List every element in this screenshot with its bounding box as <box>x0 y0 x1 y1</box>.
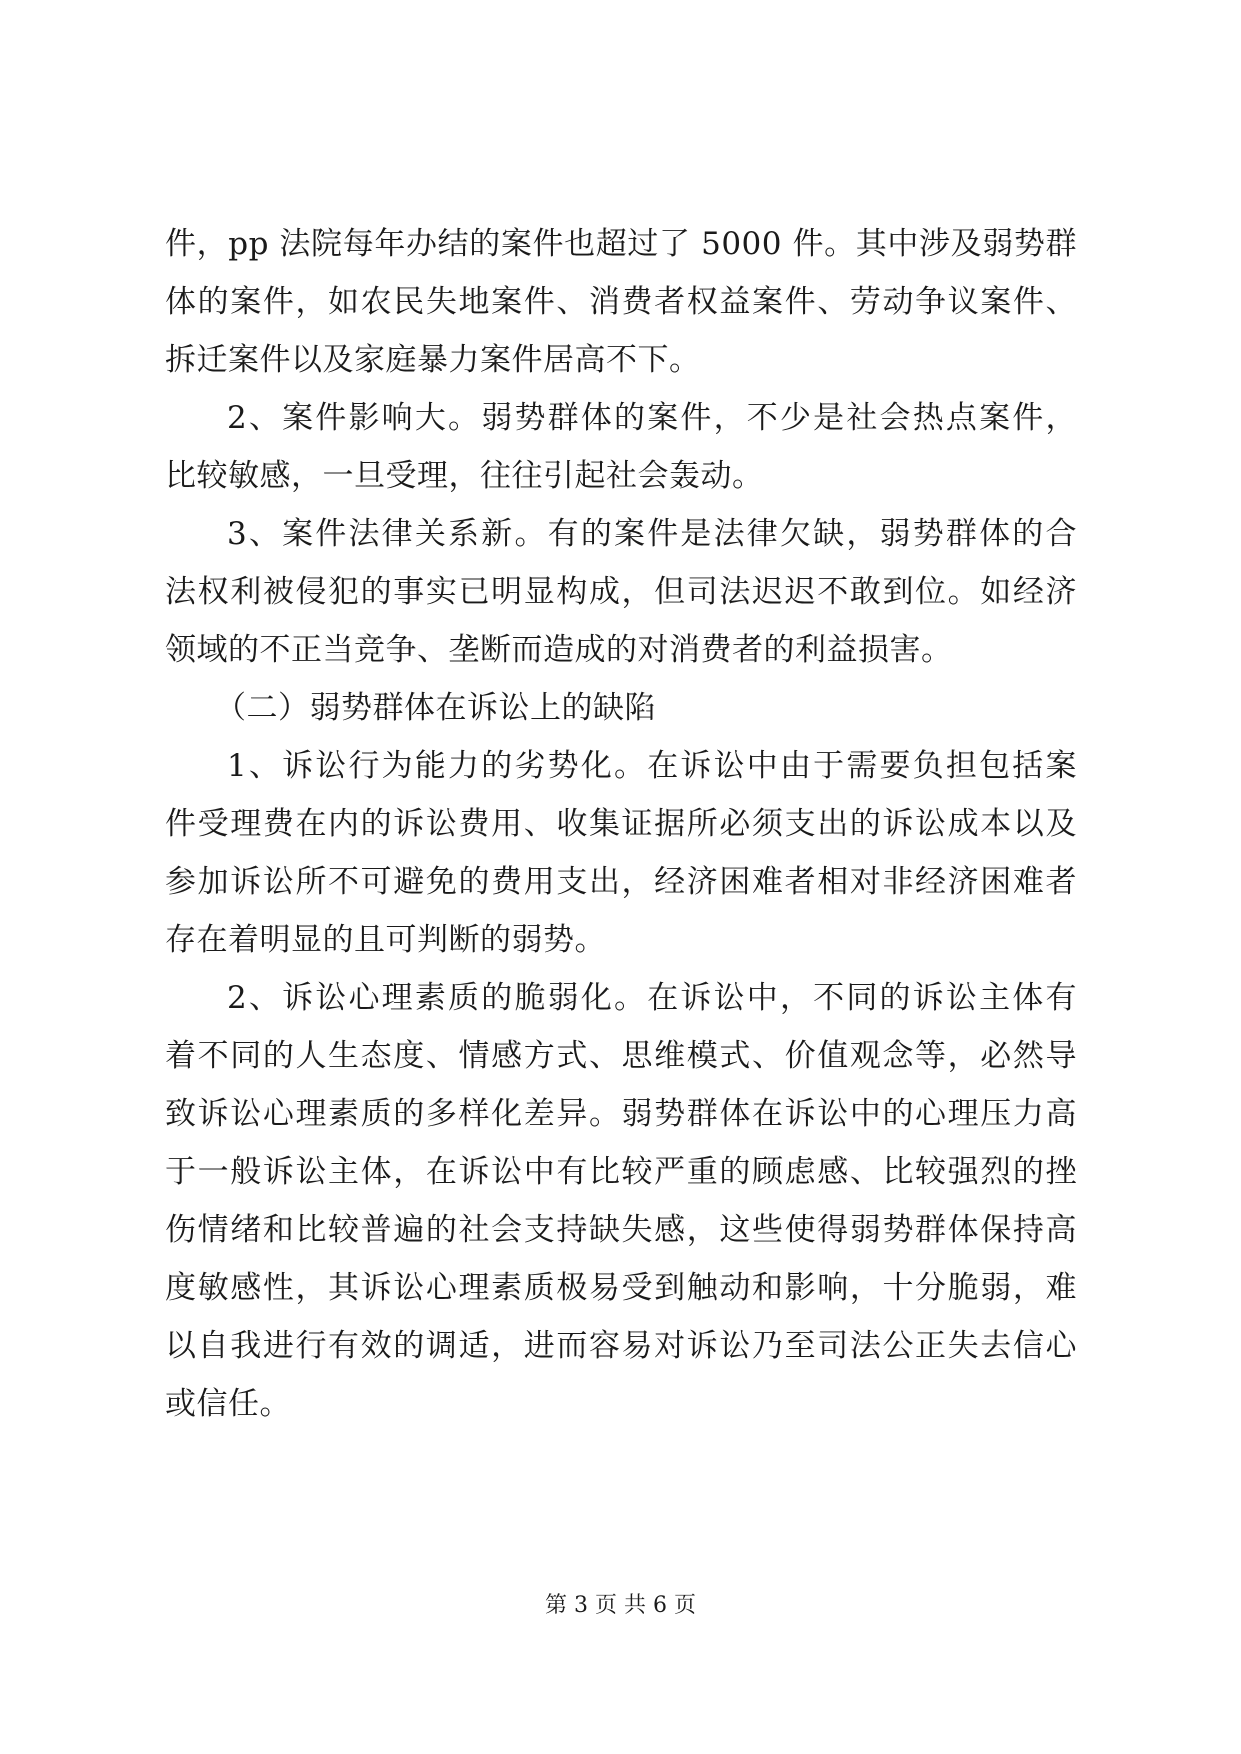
text-line: 2、诉讼心理素质的脆弱化。在诉讼中，不同的诉讼主体有 <box>227 980 1077 1016</box>
page-number-footer: 第 3 页 共 6 页 <box>545 1593 696 1618</box>
text-line: 拆迁案件以及家庭暴力案件居高不下。 <box>165 342 701 378</box>
text-line: 件受理费在内的诉讼费用、收集证据所必须支出的诉讼成本以及 <box>165 806 1077 842</box>
text-line: 体的案件，如农民失地案件、消费者权益案件、劳动争议案件、 <box>165 284 1077 320</box>
text-line: 于一般诉讼主体，在诉讼中有比较严重的顾虑感、比较强烈的挫 <box>165 1154 1077 1190</box>
text-line: 或信任。 <box>165 1386 291 1422</box>
text-line: 伤情绪和比较普遍的社会支持缺失感，这些使得弱势群体保持高 <box>165 1212 1077 1248</box>
text-line: 参加诉讼所不可避免的费用支出，经济困难者相对非经济困难者 <box>165 864 1077 900</box>
text-line: 致诉讼心理素质的多样化差异。弱势群体在诉讼中的心理压力高 <box>165 1096 1077 1132</box>
text-line: 2、案件影响大。弱势群体的案件，不少是社会热点案件， <box>227 400 1077 436</box>
text-line: 以自我进行有效的调适，进而容易对诉讼乃至司法公正失去信心 <box>165 1328 1077 1364</box>
text-line: 存在着明显的且可判断的弱势。 <box>165 922 606 958</box>
text-line: 比较敏感，一旦受理，往往引起社会轰动。 <box>165 458 764 494</box>
text-line: 领域的不正当竞争、垄断而造成的对消费者的利益损害。 <box>165 632 953 668</box>
text-line: 度敏感性，其诉讼心理素质极易受到触动和影响，十分脆弱，难 <box>165 1270 1077 1306</box>
text-line: 法权利被侵犯的事实已明显构成，但司法迟迟不敢到位。如经济 <box>165 574 1077 610</box>
text-line: 1、诉讼行为能力的劣势化。在诉讼中由于需要负担包括案 <box>227 748 1077 784</box>
text-line: 着不同的人生态度、情感方式、思维模式、价值观念等，必然导 <box>165 1038 1077 1074</box>
section-heading: （二）弱势群体在诉讼上的缺陷 <box>215 690 656 726</box>
text-line: 件，pp 法院每年办结的案件也超过了 5000 件。其中涉及弱势群 <box>165 226 1077 262</box>
text-line: 3、案件法律关系新。有的案件是法律欠缺，弱势群体的合 <box>227 516 1077 552</box>
